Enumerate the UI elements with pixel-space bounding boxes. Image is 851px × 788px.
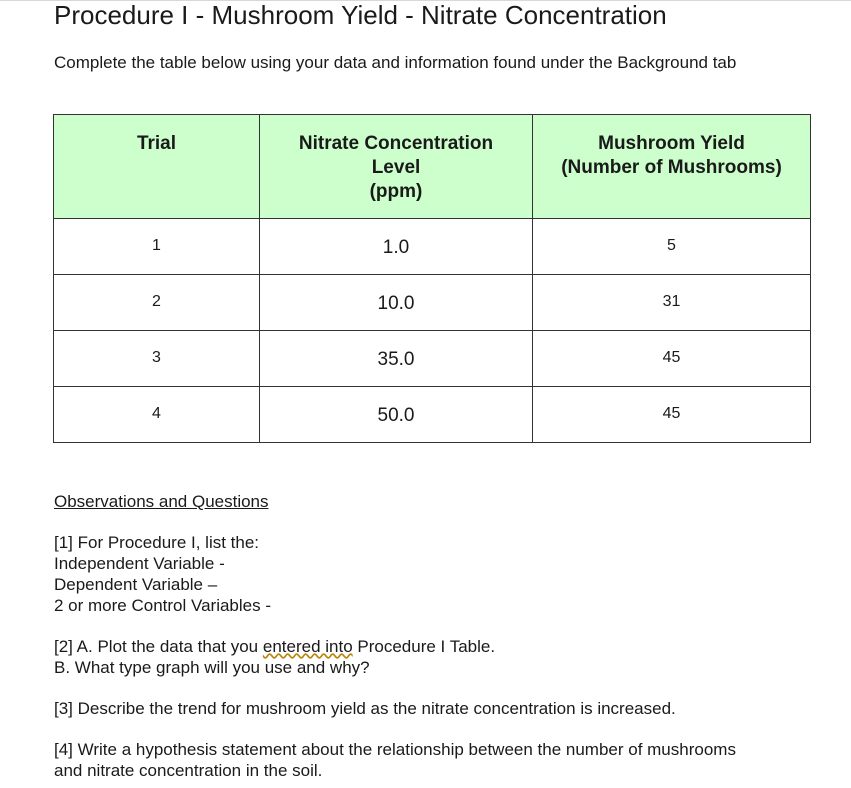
instructions-text: Complete the table below using your data and information found under the Background tab bbox=[54, 53, 737, 72]
table-row bbox=[54, 387, 811, 443]
yield-value: 31 bbox=[662, 293, 681, 310]
question-2 bbox=[54, 636, 495, 678]
trial-value: 1 bbox=[152, 237, 161, 254]
cell-trial[interactable] bbox=[54, 275, 260, 331]
yield-value: 45 bbox=[662, 405, 681, 422]
header-yield bbox=[533, 115, 811, 219]
nitrate-value: 35.0 bbox=[377, 349, 415, 370]
control-variables-line: 2 or more Control Variables - bbox=[54, 596, 271, 615]
trial-value: 4 bbox=[152, 405, 161, 422]
cell-yield[interactable] bbox=[533, 275, 811, 331]
cell-nitrate[interactable] bbox=[260, 275, 533, 331]
header-nitrate bbox=[260, 115, 533, 219]
cell-nitrate[interactable] bbox=[260, 387, 533, 443]
yield-value: 45 bbox=[662, 349, 681, 366]
yield-value: 5 bbox=[667, 237, 676, 254]
cell-yield[interactable] bbox=[533, 219, 811, 275]
question-1 bbox=[54, 532, 271, 616]
data-table bbox=[53, 114, 811, 443]
cell-trial[interactable] bbox=[54, 387, 260, 443]
question-4 bbox=[54, 739, 736, 781]
nitrate-value: 10.0 bbox=[377, 293, 415, 314]
table-row bbox=[54, 219, 811, 275]
table-row bbox=[54, 275, 811, 331]
spellcheck-flagged-text[interactable]: entered into bbox=[262, 637, 353, 656]
cell-yield[interactable] bbox=[533, 387, 811, 443]
header-yield-line1: Mushroom Yield bbox=[598, 133, 745, 154]
dependent-variable-line: Dependent Variable – bbox=[54, 575, 218, 594]
cell-trial[interactable] bbox=[54, 219, 260, 275]
header-nitrate-line1: Nitrate Concentration bbox=[298, 133, 494, 154]
question-2-prefix: [2] A. Plot the data that you bbox=[54, 637, 263, 656]
question-4-line1: [4] Write a hypothesis statement about the relationship between the number of mushrooms bbox=[54, 740, 736, 759]
question-3: [3] Describe the trend for mushroom yield as the nitrate concentration is increased. bbox=[54, 699, 676, 718]
table-header-row bbox=[54, 115, 811, 219]
header-trial bbox=[54, 115, 260, 219]
independent-variable-line: Independent Variable - bbox=[54, 554, 225, 573]
question-4-line2: and nitrate concentration in the soil. bbox=[54, 761, 323, 780]
trial-value: 2 bbox=[152, 293, 161, 310]
table-row bbox=[54, 331, 811, 387]
cell-trial[interactable] bbox=[54, 331, 260, 387]
header-nitrate-line2: Level bbox=[371, 157, 421, 178]
cell-nitrate[interactable] bbox=[260, 331, 533, 387]
question-2-part-b: B. What type graph will you use and why? bbox=[54, 658, 370, 677]
cell-nitrate[interactable] bbox=[260, 219, 533, 275]
trial-value: 3 bbox=[152, 349, 161, 366]
cell-yield[interactable] bbox=[533, 331, 811, 387]
question-1-prompt: [1] For Procedure I, list the: bbox=[54, 533, 260, 552]
page-title: Procedure I - Mushroom Yield - Nitrate Concentration bbox=[54, 0, 667, 30]
header-yield-line2: (Number of Mushrooms) bbox=[561, 157, 782, 178]
header-trial-label: Trial bbox=[136, 133, 177, 154]
header-nitrate-line3: (ppm) bbox=[369, 181, 423, 202]
observations-heading: Observations and Questions bbox=[54, 492, 269, 511]
question-2-part-a bbox=[54, 636, 495, 657]
question-2-suffix: Procedure I Table. bbox=[352, 637, 496, 656]
nitrate-value: 50.0 bbox=[377, 405, 415, 426]
nitrate-value: 1.0 bbox=[382, 237, 410, 258]
